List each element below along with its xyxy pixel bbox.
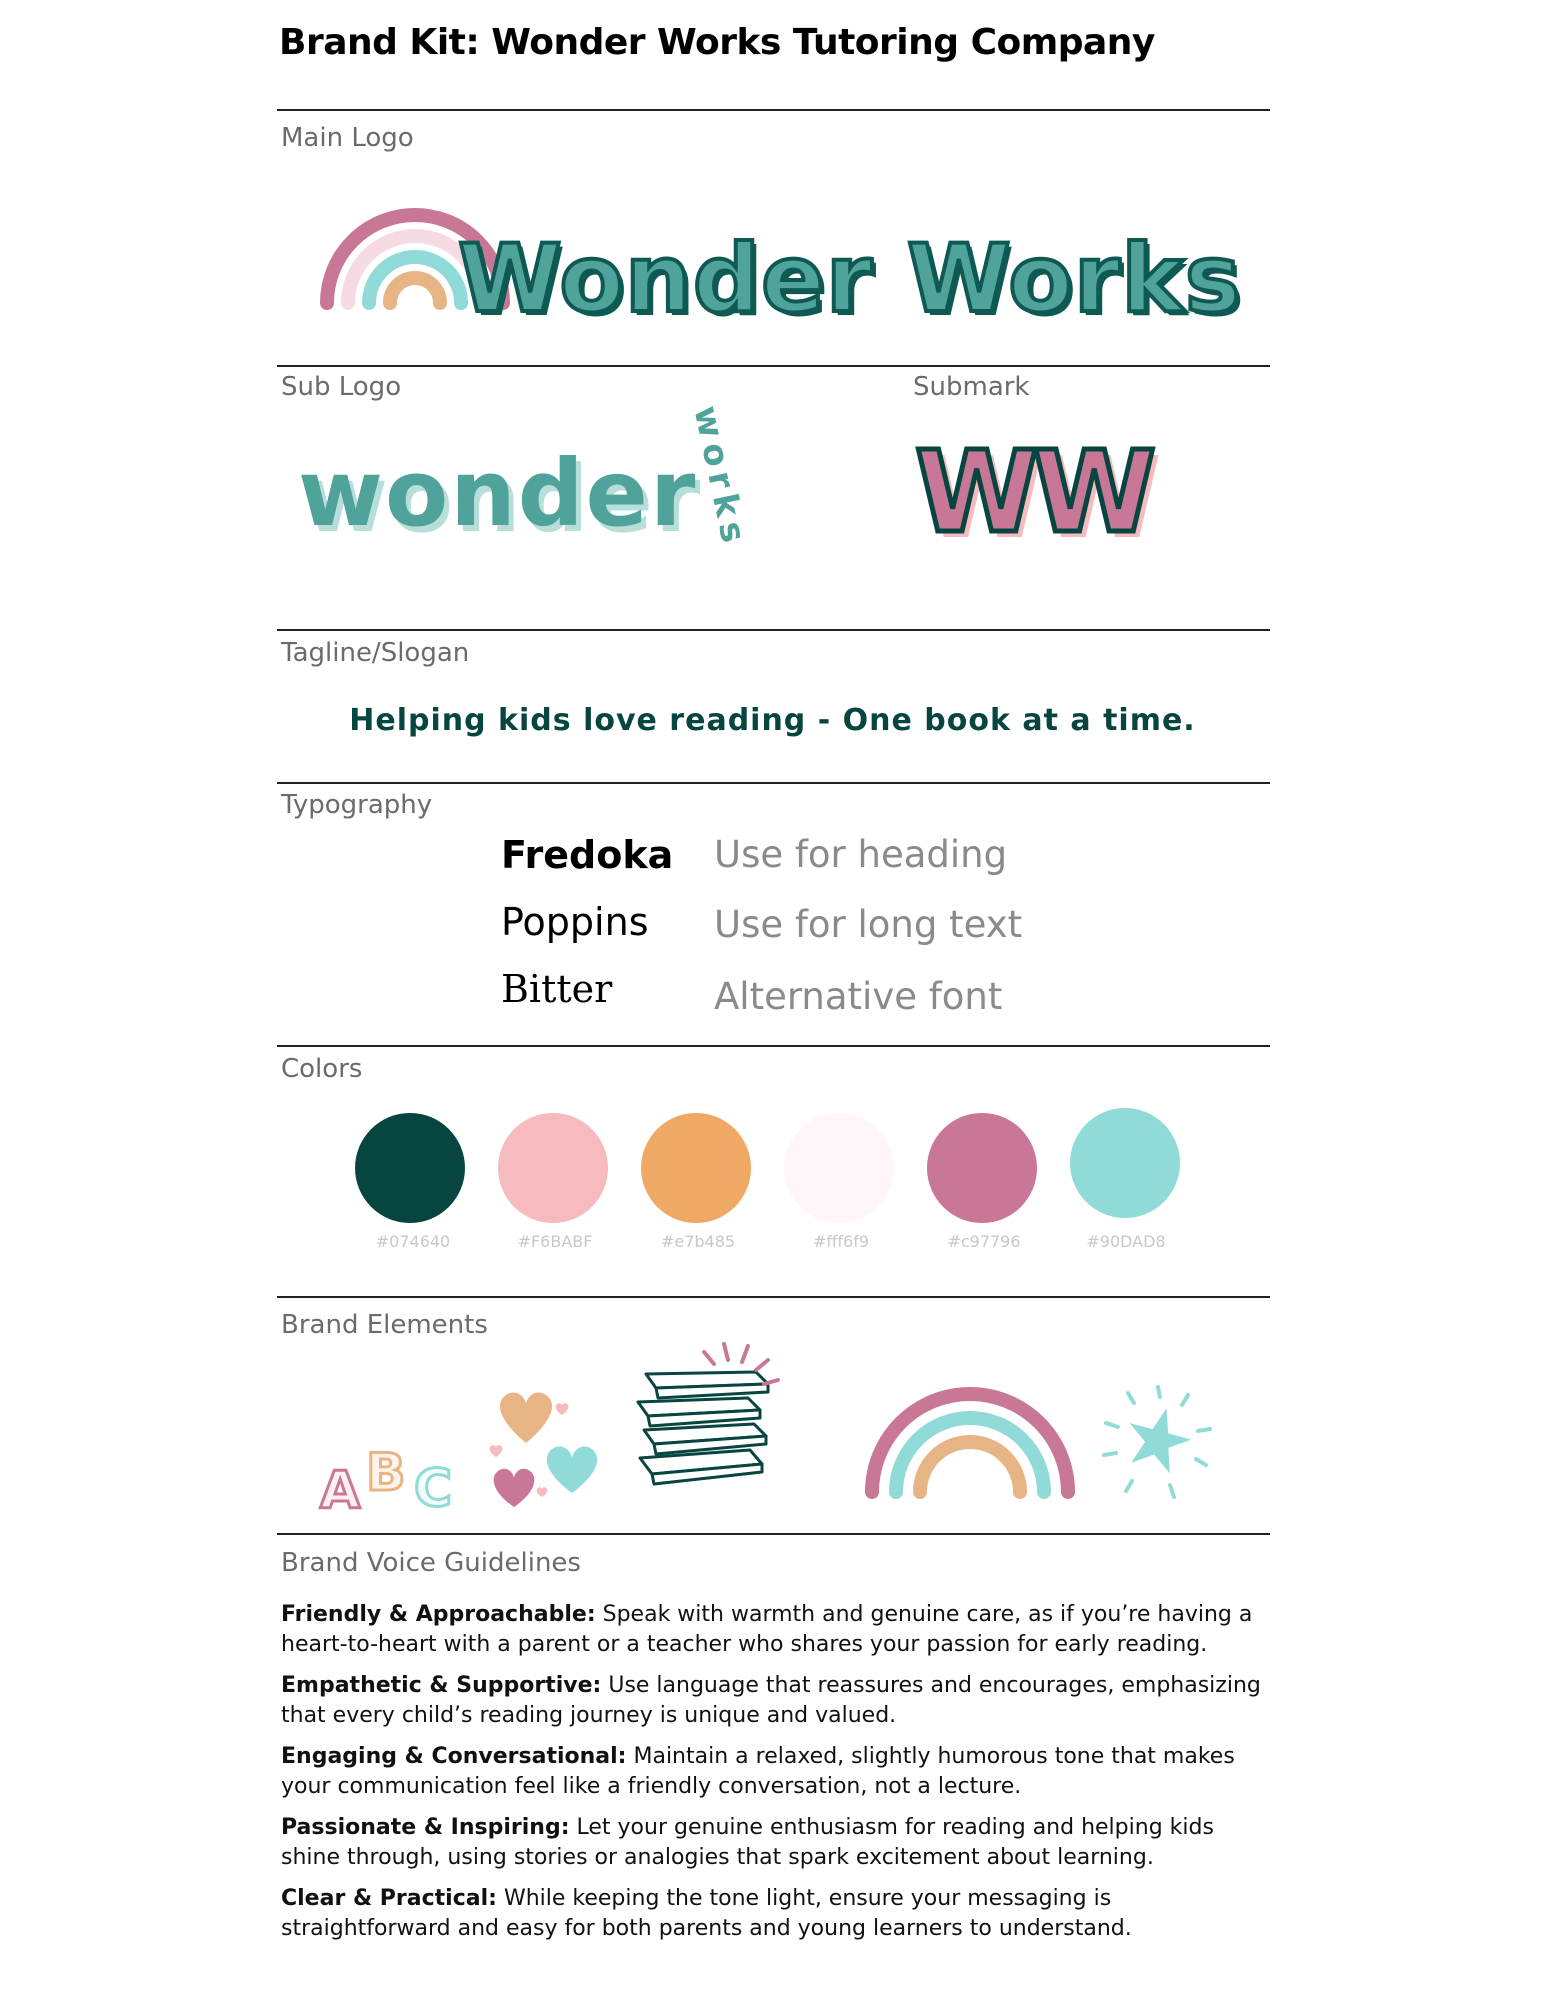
- voice-guideline-label: Engaging & Conversational:: [281, 1744, 627, 1769]
- color-hex-label: #c97796: [947, 1232, 1021, 1251]
- color-swatch: [641, 1113, 751, 1223]
- voice-guideline-label: Empathetic & Supportive:: [281, 1673, 602, 1698]
- section-label-main-logo: Main Logo: [281, 123, 414, 153]
- section-label-brand-elements: Brand Elements: [281, 1310, 488, 1340]
- font-sample-bitter: Bitter: [501, 967, 613, 1011]
- color-swatch: [1070, 1108, 1180, 1218]
- voice-guideline-label: Passionate & Inspiring:: [281, 1815, 570, 1840]
- voice-guideline-item: [281, 1742, 1271, 1802]
- font-sample-fredoka: Fredoka: [501, 833, 674, 877]
- sub-logo-wonder: wonder: [298, 440, 698, 547]
- divider: [277, 782, 1270, 784]
- divider: [277, 1296, 1270, 1298]
- voice-guideline-item: [281, 1884, 1271, 1944]
- sub-logo-works: works: [685, 402, 755, 552]
- section-label-sub-logo: Sub Logo: [281, 372, 402, 402]
- voice-guideline-item: [281, 1671, 1271, 1731]
- divider: [277, 109, 1270, 111]
- voice-guideline-text: Speak with warmth and genuine care, as if you’re having a heart-to-heart with a parent or a teacher who shares your passion for early reading.: [281, 1602, 1253, 1657]
- color-swatch: [355, 1113, 465, 1223]
- color-hex-label: #fff6f9: [812, 1232, 870, 1251]
- section-label-brand-voice: Brand Voice Guidelines: [281, 1548, 581, 1578]
- sparkle-star-icon: [1098, 1385, 1218, 1505]
- submark-ww: WW: [915, 428, 1151, 558]
- font-sample-poppins: Poppins: [501, 900, 649, 944]
- font-use-poppins: Use for long text: [714, 903, 1023, 946]
- section-label-colors: Colors: [281, 1054, 363, 1084]
- book-stack-icon: [632, 1340, 822, 1500]
- section-label-tagline: Tagline/Slogan: [281, 638, 470, 668]
- main-logo-wordmark: Wonder Works: [458, 225, 1242, 334]
- voice-guideline-label: Clear & Practical:: [281, 1886, 497, 1911]
- section-label-typography: Typography: [281, 790, 433, 820]
- voice-guideline-text: Let your genuine enthusiasm for reading and helping kids shine through, using stories or analogies that spark excitement about learning.: [281, 1815, 1214, 1870]
- divider: [277, 365, 1270, 367]
- page-title: Brand Kit: Wonder Works Tutoring Company: [279, 22, 1155, 63]
- color-hex-label: #074640: [375, 1232, 451, 1251]
- rainbow-icon: [860, 1360, 1080, 1500]
- section-label-submark: Submark: [913, 372, 1030, 402]
- voice-guideline-item: [281, 1813, 1271, 1873]
- divider: [277, 629, 1270, 631]
- hearts-icon: [484, 1385, 614, 1515]
- font-use-bitter: Alternative font: [714, 975, 1003, 1018]
- svg-text:C: C: [414, 1459, 453, 1519]
- color-hex-label: #e7b485: [660, 1232, 736, 1251]
- svg-text:B: B: [366, 1443, 406, 1503]
- voice-guideline-text: Use language that reassures and encourages, emphasizing that every child’s reading journey is unique and valued.: [281, 1673, 1261, 1728]
- voice-guideline-label: Friendly & Approachable:: [281, 1602, 596, 1627]
- color-swatch: [498, 1113, 608, 1223]
- font-use-fredoka: Use for heading: [714, 833, 1008, 876]
- abc-letters-icon: [318, 1428, 458, 1521]
- color-hex-label: #90DAD8: [1086, 1232, 1166, 1251]
- color-hex-label: #F6BABF: [517, 1232, 593, 1251]
- voice-guideline-item: [281, 1600, 1271, 1660]
- divider: [277, 1045, 1270, 1047]
- color-swatch: [927, 1113, 1037, 1223]
- svg-text:A: A: [320, 1461, 361, 1521]
- tagline-text: Helping kids love reading - One book at a time.: [349, 703, 1196, 738]
- voice-guideline-text: Maintain a relaxed, slightly humorous tone that makes your communication feel like a friendly conversation, not a lecture.: [281, 1744, 1235, 1799]
- divider: [277, 1533, 1270, 1535]
- color-swatch: [784, 1113, 894, 1223]
- voice-guideline-text: While keeping the tone light, ensure your messaging is straightforward and easy for both parents and young learners to understand.: [281, 1886, 1132, 1941]
